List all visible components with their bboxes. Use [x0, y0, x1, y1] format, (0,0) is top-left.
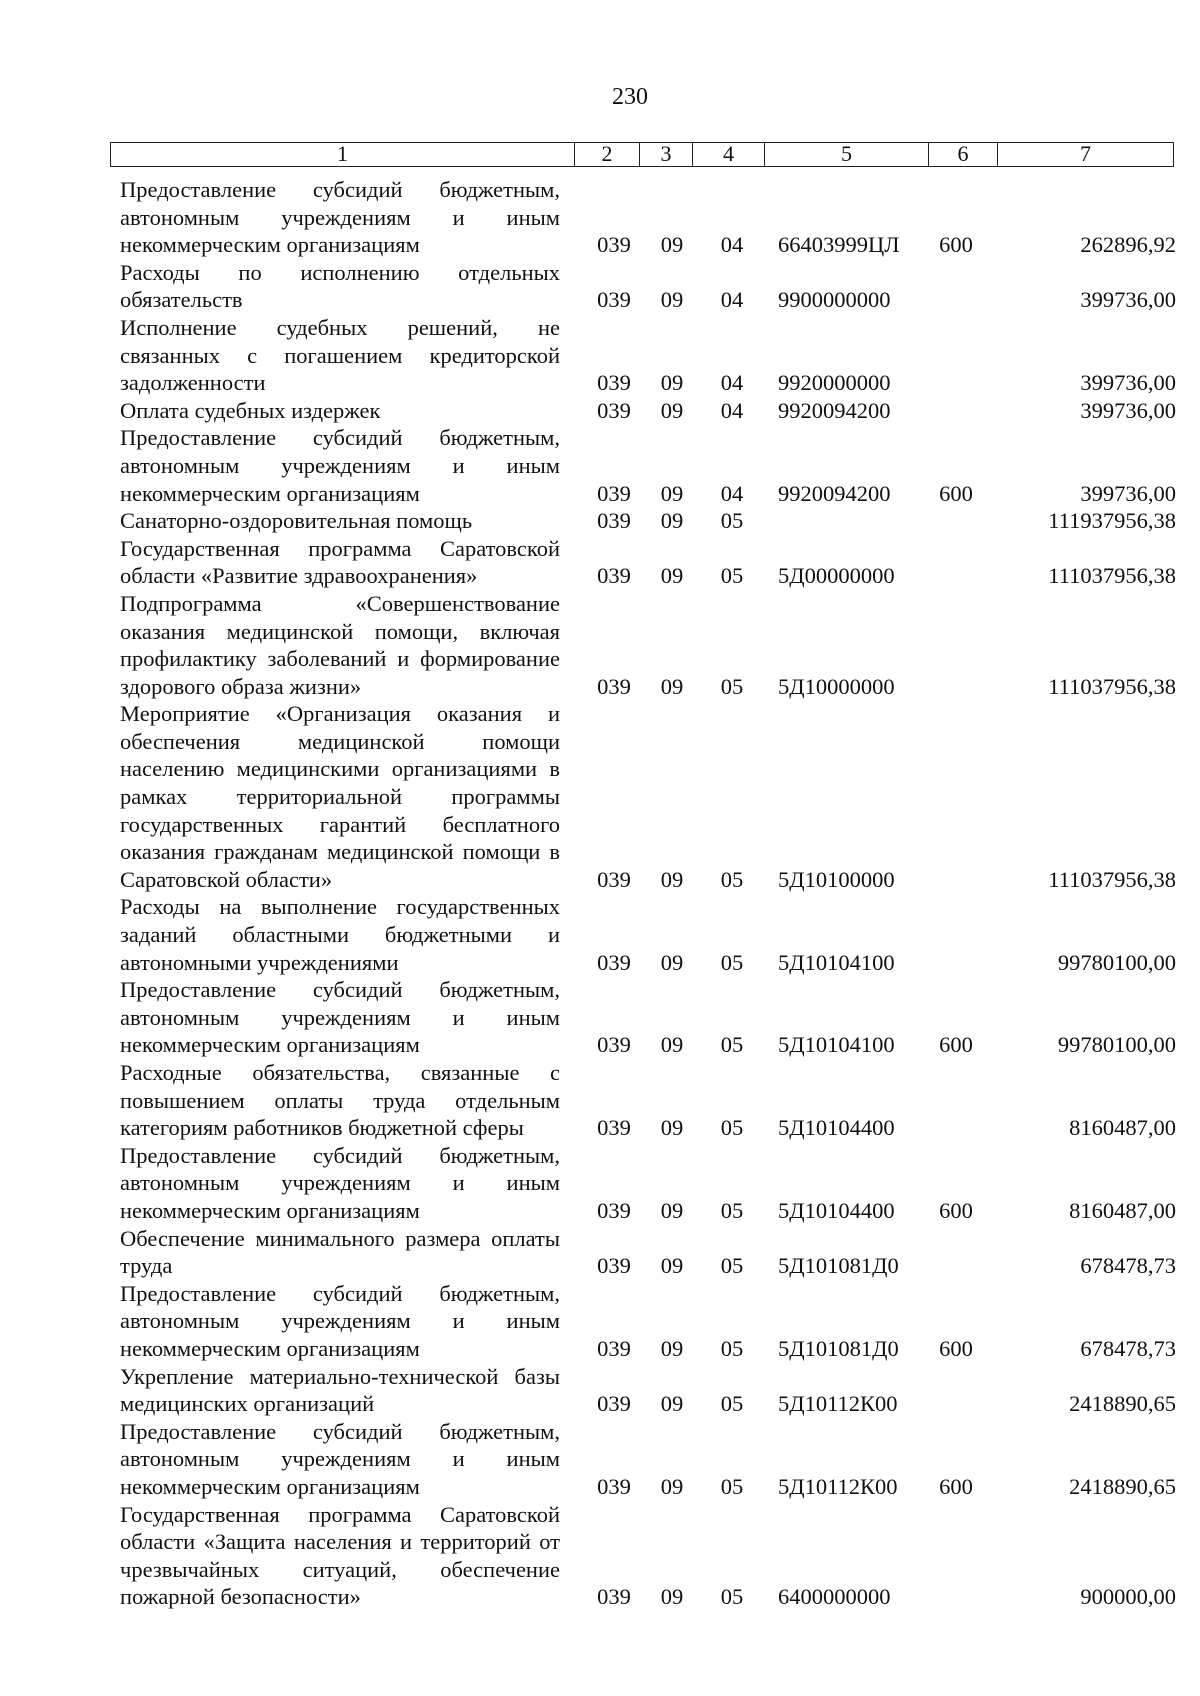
- row-col-4: 04: [720, 287, 744, 313]
- row-description: Укрепление материально-технической базы медицинских организаций: [120, 1363, 560, 1417]
- table-row: [120, 1059, 1180, 1142]
- row-col-3: 09: [660, 1473, 684, 1499]
- row-col-4: 05: [720, 1197, 744, 1223]
- header-col-2: 2: [575, 143, 640, 166]
- row-col-7: 8160487,00: [1069, 1115, 1176, 1141]
- row-col-5: 5Д10112К00: [778, 1391, 898, 1417]
- table-row: [120, 397, 1180, 425]
- row-col-6: 600: [939, 480, 973, 506]
- row-col-7: 399736,00: [1080, 397, 1176, 423]
- row-col-6: 600: [939, 1032, 973, 1058]
- table-body: [120, 176, 1180, 1611]
- row-col-2: 039: [597, 1032, 631, 1058]
- row-col-7: 399736,00: [1080, 287, 1176, 313]
- row-col-2: 039: [597, 563, 631, 589]
- row-col-2: 039: [597, 1253, 631, 1279]
- row-col-5: 5Д10104400: [778, 1115, 895, 1141]
- row-col-7: 111037956,38: [1048, 673, 1176, 699]
- row-col-5: 5Д10000000: [778, 673, 895, 699]
- row-col-4: 05: [720, 1391, 744, 1417]
- row-description: Расходные обязательства, связанные с повышением оплаты труда отдельным категориям работников бюджетной сферы: [120, 1060, 560, 1141]
- row-col-3: 09: [660, 1032, 684, 1058]
- table-header: [110, 142, 1174, 167]
- table-row: [120, 1225, 1180, 1280]
- row-col-3: 09: [660, 480, 684, 506]
- row-col-2: 039: [597, 866, 631, 892]
- row-col-3: 09: [660, 1253, 684, 1279]
- row-description: Санаторно-оздоровительная помощь: [120, 508, 473, 534]
- row-col-6: 600: [939, 1473, 973, 1499]
- row-col-5: 6400000000: [778, 1584, 891, 1610]
- row-col-3: 09: [660, 673, 684, 699]
- table-row: [120, 314, 1180, 397]
- table-row: [120, 700, 1180, 893]
- row-col-5: 9920000000: [778, 370, 891, 396]
- row-col-3: 09: [660, 1335, 684, 1361]
- row-col-2: 039: [597, 673, 631, 699]
- row-col-4: 05: [720, 673, 744, 699]
- row-col-4: 05: [720, 1032, 744, 1058]
- header-col-7: 7: [1080, 141, 1091, 166]
- row-col-5: 5Д10100000: [778, 866, 895, 892]
- row-col-7: 111037956,38: [1048, 563, 1176, 589]
- row-col-2: 039: [597, 232, 631, 258]
- table-row: [120, 1142, 1180, 1225]
- row-col-4: 04: [720, 480, 744, 506]
- row-description: Предоставление субсидий бюджетным, автономным учреждениям и иным некоммерческим организациям: [120, 1418, 560, 1499]
- row-description: Государственная программа Саратовской области «Защита населения и территорий от чрезвычайных ситуаций, обеспечение пожарной безопасности»: [120, 1501, 560, 1610]
- row-col-5: 5Д10104100: [778, 949, 895, 975]
- row-description: Мероприятие «Организация оказания и обеспечения медицинской помощи населению медицинскими организациями в рамках территориальной программы государственных гарантий бесплатного оказания гражданам медицинской помощи в Саратовской области»: [120, 701, 560, 892]
- row-col-6: 600: [939, 1335, 973, 1361]
- row-col-6: 600: [939, 232, 973, 258]
- row-col-2: 039: [597, 1584, 631, 1610]
- row-col-4: 05: [720, 866, 744, 892]
- row-col-5: 5Д10112К00: [778, 1473, 898, 1499]
- row-col-7: 2418890,65: [1069, 1391, 1176, 1417]
- row-col-2: 039: [597, 1391, 631, 1417]
- row-col-4: 05: [720, 1584, 744, 1610]
- row-col-4: 04: [720, 232, 744, 258]
- row-col-4: 05: [720, 1335, 744, 1361]
- row-col-7: 900000,00: [1080, 1584, 1176, 1610]
- row-col-5: 66403999ЦЛ: [778, 232, 900, 258]
- row-col-4: 05: [720, 949, 744, 975]
- row-col-5: 5Д00000000: [778, 563, 895, 589]
- row-col-2: 039: [597, 508, 631, 534]
- row-col-7: 99780100,00: [1057, 949, 1176, 975]
- row-col-5: 5Д10104100: [778, 1032, 895, 1058]
- row-col-5: 5Д10104400: [778, 1197, 895, 1223]
- row-col-2: 039: [597, 480, 631, 506]
- row-col-5: 9920094200: [778, 480, 891, 506]
- row-col-7: 8160487,00: [1069, 1197, 1176, 1223]
- row-col-2: 039: [597, 370, 631, 396]
- table-row: [120, 535, 1180, 590]
- row-col-4: 05: [720, 1473, 744, 1499]
- row-col-7: 399736,00: [1080, 480, 1176, 506]
- row-col-5: 5Д101081Д0: [778, 1253, 899, 1279]
- row-col-5: 5Д101081Д0: [778, 1335, 899, 1361]
- row-col-2: 039: [597, 949, 631, 975]
- row-col-2: 039: [597, 1335, 631, 1361]
- row-description: Государственная программа Саратовской области «Развитие здравоохранения»: [120, 535, 560, 589]
- row-col-3: 09: [660, 1584, 684, 1610]
- row-description: Предоставление субсидий бюджетным, автономным учреждениям и иным некоммерческим организациям: [120, 977, 560, 1058]
- row-col-3: 09: [660, 370, 684, 396]
- row-col-7: 678478,73: [1080, 1253, 1176, 1279]
- row-col-4: 04: [720, 397, 744, 423]
- row-description: Исполнение судебных решений, не связанных с погашением кредиторской задолженности: [120, 314, 560, 396]
- row-col-4: 05: [720, 1253, 744, 1279]
- row-description: Предоставление субсидий бюджетным, автономным учреждениям и иным некоммерческим организациям: [120, 177, 560, 258]
- table-row: [120, 259, 1180, 314]
- row-col-3: 09: [660, 1197, 684, 1223]
- row-col-3: 09: [660, 949, 684, 975]
- row-description: Обеспечение минимального размера оплаты труда: [120, 1225, 560, 1279]
- row-col-3: 09: [660, 287, 684, 313]
- row-description: Подпрограмма «Совершенствование оказания медицинской помощи, включая профилактику заболеваний и формирование здорового образа жизни»: [120, 590, 560, 699]
- row-col-3: 09: [660, 1391, 684, 1417]
- table-row: [120, 893, 1180, 976]
- row-col-7: 262896,92: [1080, 232, 1176, 258]
- row-col-4: 05: [720, 563, 744, 589]
- row-description: Расходы на выполнение государственных заданий областными бюджетными и автономными учреждениями: [120, 894, 560, 975]
- row-col-2: 039: [597, 1473, 631, 1499]
- header-col-1: 1: [111, 143, 575, 166]
- row-col-7: 399736,00: [1080, 370, 1176, 396]
- row-col-2: 039: [597, 397, 631, 423]
- table-row: [120, 176, 1180, 259]
- page-number: 230: [612, 84, 648, 110]
- table-row: [120, 1280, 1180, 1363]
- table-row: [120, 1501, 1180, 1611]
- row-col-3: 09: [660, 1115, 684, 1141]
- header-col-4: 4: [693, 143, 765, 166]
- row-col-5: 9920094200: [778, 397, 891, 423]
- header-col-3: 3: [640, 143, 693, 166]
- row-col-3: 09: [660, 508, 684, 534]
- row-col-7: 99780100,00: [1057, 1032, 1176, 1058]
- table-row: [120, 424, 1180, 507]
- row-col-7: 678478,73: [1080, 1335, 1176, 1361]
- table-row: [120, 1418, 1180, 1501]
- row-col-6: 600: [939, 1197, 973, 1223]
- row-col-4: 05: [720, 1115, 744, 1141]
- row-col-3: 09: [660, 232, 684, 258]
- row-col-3: 09: [660, 563, 684, 589]
- row-col-3: 09: [660, 397, 684, 423]
- table-row: [120, 1363, 1180, 1418]
- header-col-5: 5: [765, 143, 929, 166]
- row-description: Предоставление субсидий бюджетным, автономным учреждениям и иным некоммерческим организациям: [120, 425, 560, 506]
- row-col-2: 039: [597, 287, 631, 313]
- header-col-6: 6: [929, 143, 998, 166]
- row-col-4: 05: [720, 508, 744, 534]
- row-description: Предоставление субсидий бюджетным, автономным учреждениям и иным некоммерческим организациям: [120, 1142, 560, 1223]
- row-col-4: 04: [720, 370, 744, 396]
- row-col-2: 039: [597, 1197, 631, 1223]
- table-row: [120, 976, 1180, 1059]
- row-col-5: 9900000000: [778, 287, 891, 313]
- table-row: [120, 507, 1180, 535]
- row-col-2: 039: [597, 1115, 631, 1141]
- row-description: Оплата судебных издержек: [120, 397, 381, 423]
- row-col-7: 111037956,38: [1048, 866, 1176, 892]
- row-col-3: 09: [660, 866, 684, 892]
- row-col-7: 2418890,65: [1069, 1473, 1176, 1499]
- table-row: [120, 590, 1180, 700]
- row-col-7: 111937956,38: [1048, 508, 1176, 534]
- row-description: Предоставление субсидий бюджетным, автономным учреждениям и иным некоммерческим организациям: [120, 1280, 560, 1361]
- row-description: Расходы по исполнению отдельных обязательств: [120, 259, 560, 313]
